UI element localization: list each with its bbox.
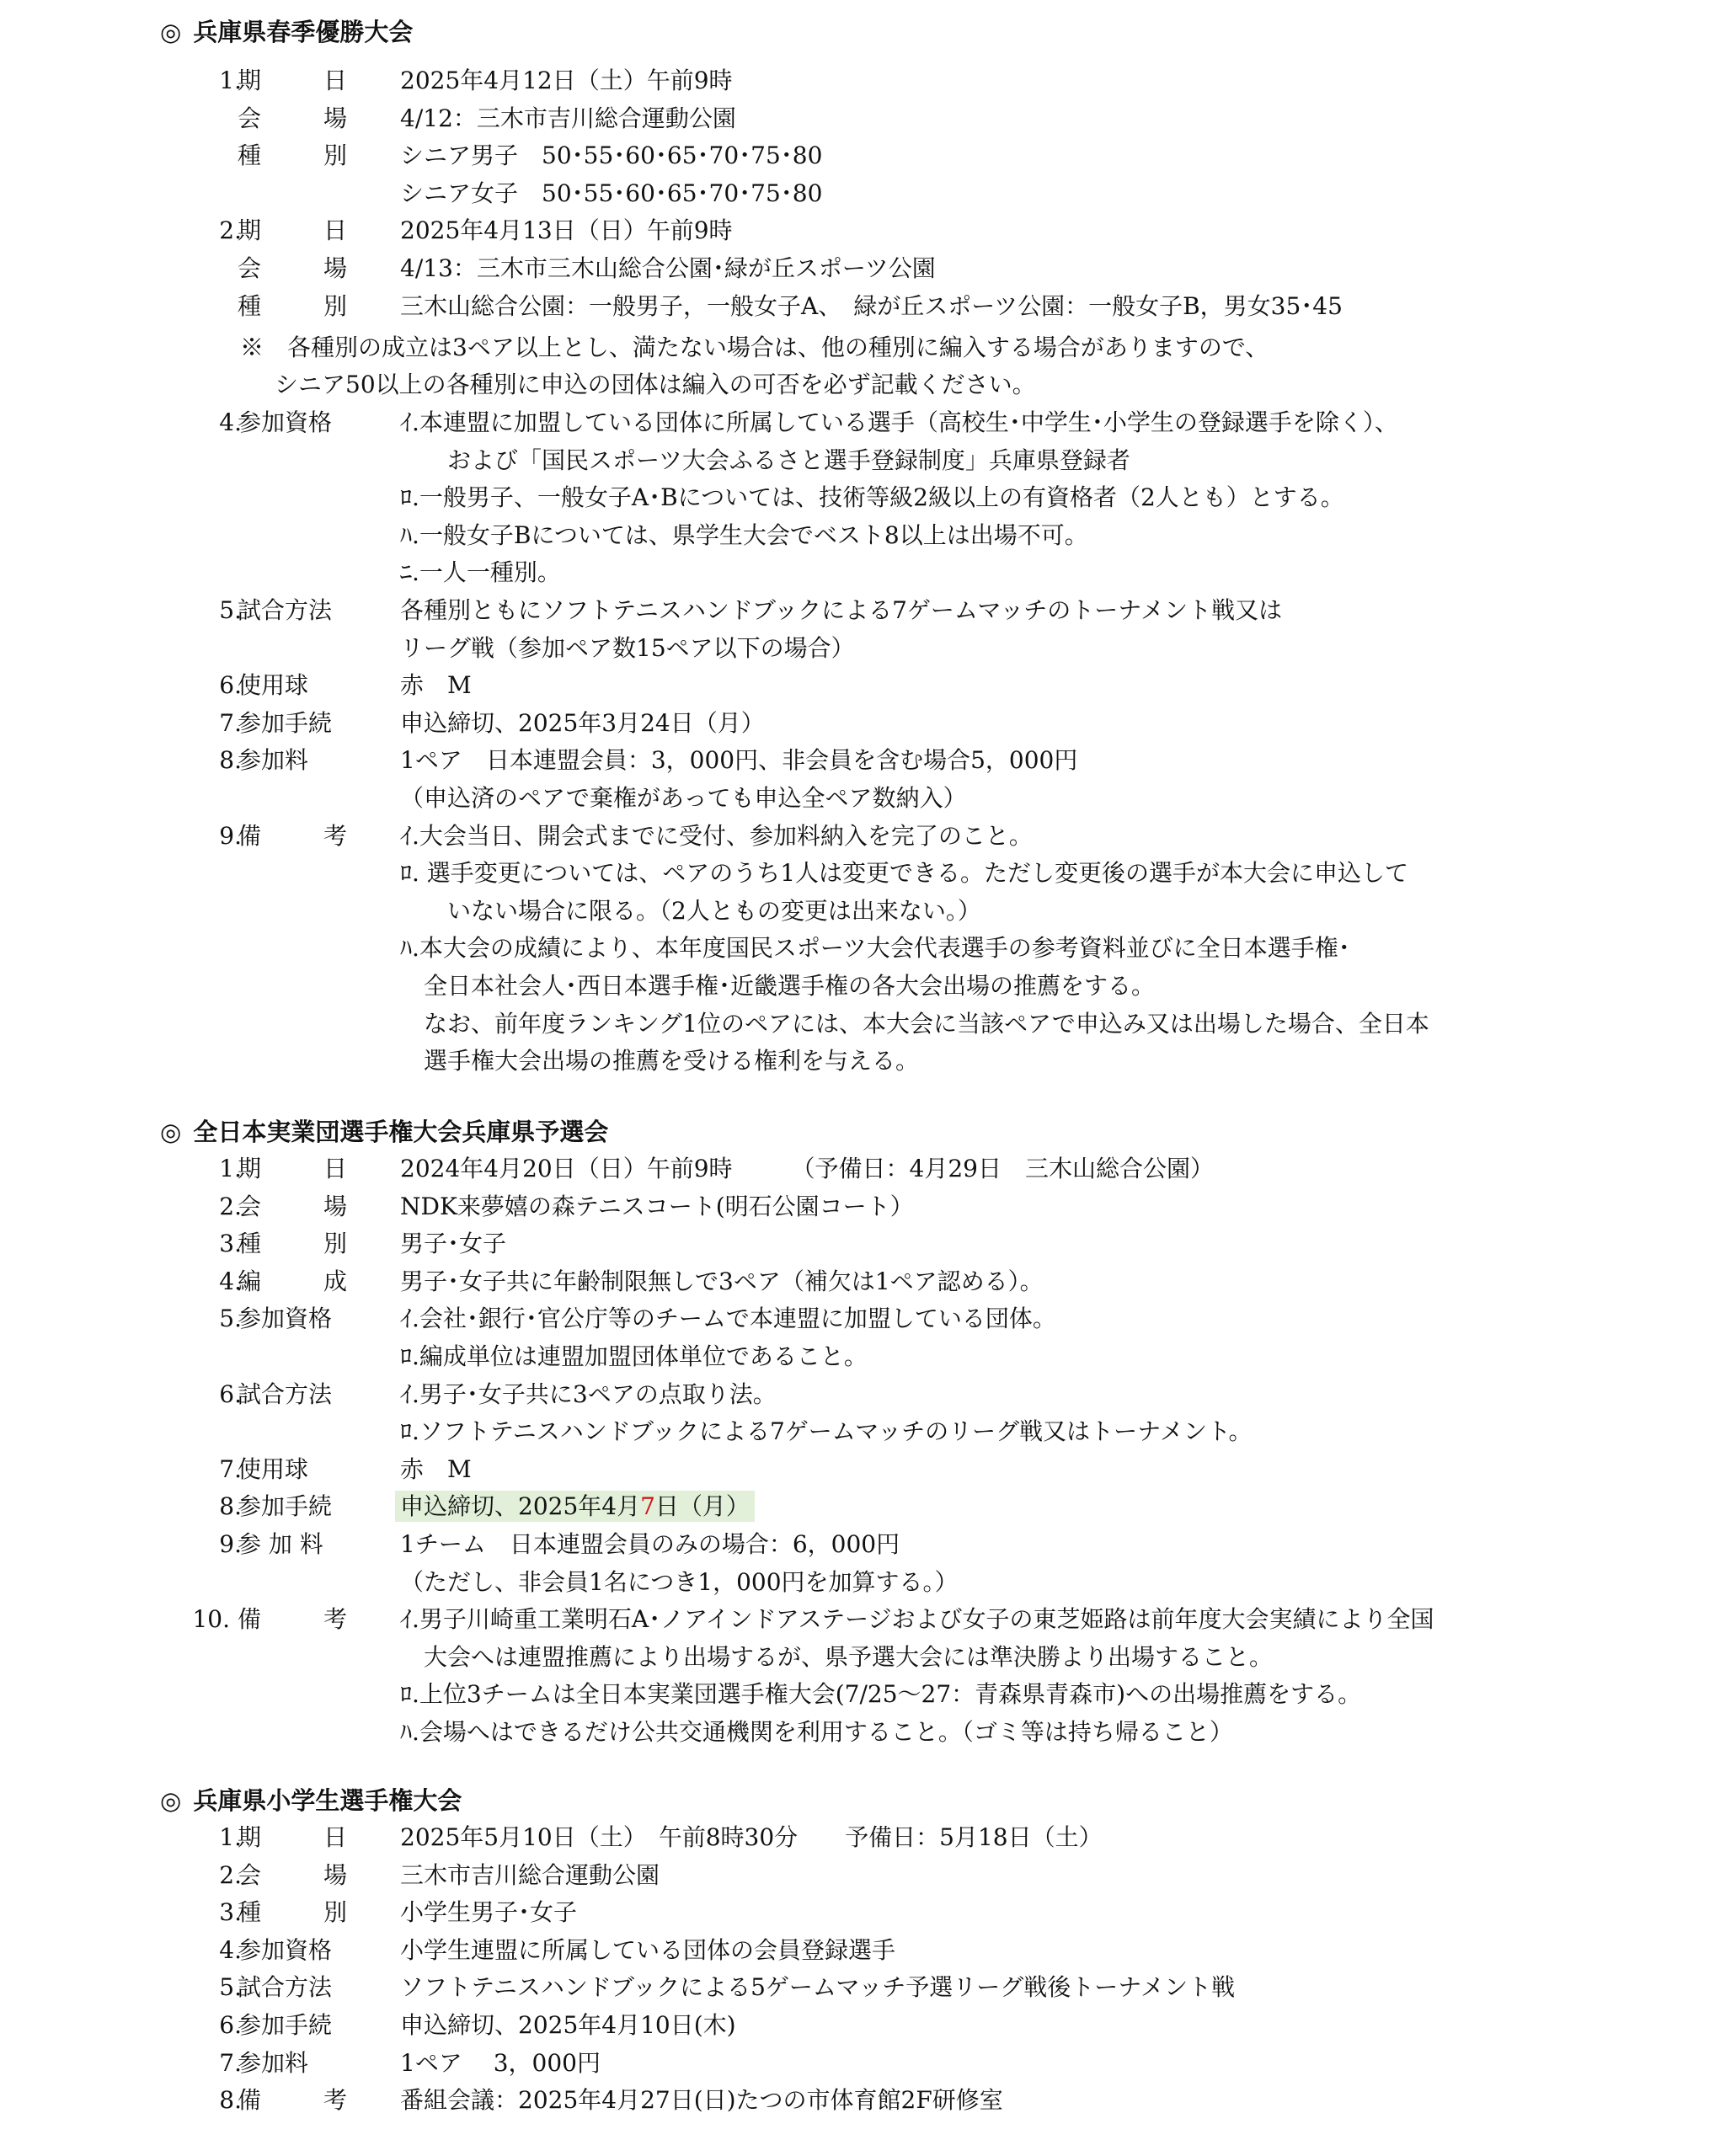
- item-label: [238, 212, 347, 249]
- label-text: 参加資格: [238, 408, 333, 436]
- item-value: 2025年5月10日（土） 午前8時30分 予備日：5月18日（土）: [400, 1823, 1103, 1851]
- item-row: [0, 1150, 1720, 1187]
- item-label: [238, 2007, 364, 2044]
- item-value: および「国民スポーツ大会ふるさと選手登録制度」兵庫県登録者: [400, 446, 1130, 474]
- title-text: 全日本実業団選手権大会兵庫県予選会: [193, 1118, 609, 1146]
- item-value: 三木市吉川総合運動公園: [400, 1860, 660, 1889]
- label-char: 種: [238, 291, 262, 320]
- item-row: [0, 137, 1720, 174]
- deadline-text: 申込締切、2025年4月: [400, 1492, 641, 1521]
- label-char: 種: [238, 141, 262, 170]
- item-label: [238, 1601, 347, 1638]
- item-value: 1ペア 日本連盟会員：3，000円、非会員を含む場合5，000円: [400, 746, 1078, 775]
- item-label: [238, 667, 364, 704]
- item-number: 10.: [192, 1605, 230, 1634]
- section-title: [160, 1782, 462, 1819]
- item-row: [0, 1526, 1720, 1563]
- item-value: NDK来夢嬉の森テニスコート(明石公園コート）: [400, 1192, 914, 1220]
- label-char: 会: [238, 254, 262, 282]
- item-row: [0, 592, 1720, 629]
- item-row: [0, 1969, 1720, 2006]
- item-label: [238, 100, 347, 137]
- item-row: [0, 1488, 1720, 1525]
- label-char: 日: [323, 216, 347, 245]
- item-label: [238, 288, 347, 325]
- label-char: 期: [238, 1823, 262, 1851]
- label-char: 編: [238, 1267, 262, 1295]
- item-value: ソフトテニスハンドブックによる5ゲームマッチ予選リーグ戦後トーナメント戦: [400, 1973, 1236, 2002]
- label-text: 参加資格: [238, 1935, 333, 1964]
- item-number: 1.: [219, 67, 242, 94]
- item-row: [0, 1564, 1720, 1601]
- label-char: 別: [323, 1230, 347, 1258]
- item-value: 男子･女子: [400, 1230, 507, 1258]
- section-title: [160, 13, 413, 51]
- item-number: 2.: [219, 216, 242, 245]
- item-number: 9.: [219, 821, 242, 850]
- item-value: 三木山総合公園：一般男子，一般女子A、 緑が丘スポーツ公園：一般女子B，男女35･45: [400, 291, 1343, 320]
- item-row: [0, 2007, 1720, 2044]
- item-value: 1ペア 3，000円: [400, 2048, 601, 2077]
- item-label: [238, 1857, 347, 1894]
- label-char: 考: [323, 821, 347, 850]
- item-value: 各種別ともにソフトテニスハンドブックによる7ゲームマッチのトーナメント戦又は: [400, 596, 1283, 624]
- item-row: [0, 705, 1720, 742]
- label-char: 場: [323, 1860, 347, 1889]
- label-text: 参 加 料: [238, 1530, 323, 1558]
- deadline-day: 7: [640, 1492, 655, 1521]
- item-value: 4/12：三木市吉川総合運動公園: [400, 104, 736, 132]
- item-label: [238, 1263, 347, 1300]
- item-number: 8.: [219, 1492, 242, 1521]
- item-value: 小学生男子･女子: [400, 1898, 578, 1927]
- item-row: [0, 404, 1720, 441]
- item-value: ｲ.会社･銀行･官公庁等のチームで本連盟に加盟している団体。: [400, 1305, 1056, 1333]
- item-row: [0, 1676, 1720, 1713]
- item-label: [238, 137, 347, 174]
- title-text: 兵庫県小学生選手権大会: [193, 1786, 462, 1815]
- item-row: [0, 517, 1720, 554]
- item-value: （申込済のペアで棄権があっても申込全ペア数納入）: [400, 784, 967, 812]
- item-row: [0, 212, 1720, 249]
- item-row: [0, 1819, 1720, 1856]
- item-value: ｲ.本連盟に加盟している団体に所属している選手（高校生･中学生･小学生の登録選手を除く）、: [400, 408, 1398, 436]
- item-value: ｲ.大会当日、開会式までに受付、参加料納入を完了のこと。: [400, 821, 1033, 850]
- item-value: 赤 M: [400, 1454, 472, 1483]
- label-char: 備: [238, 821, 262, 850]
- label-char: 場: [323, 104, 347, 132]
- note-line: シニア50以上の各種別に申込の団体は編入の可否を必ず記載ください。: [275, 371, 1036, 398]
- item-value: 全日本社会人･西日本選手権･近畿選手権の各大会出場の推薦をする。: [400, 972, 1156, 1000]
- item-row: [0, 780, 1720, 817]
- item-row: [0, 855, 1720, 892]
- label-text: 参加手続: [238, 2011, 333, 2039]
- item-label: [238, 1488, 364, 1525]
- item-value: ｲ.男子川崎重工業明石A･ノアインドアステージおよび女子の東芝姫路は前年度大会実績により全国: [400, 1605, 1434, 1634]
- item-row: [0, 1714, 1720, 1751]
- item-value: 申込締切、2025年4月10日(木): [400, 2011, 736, 2039]
- label-char: 別: [323, 141, 347, 170]
- item-row: [0, 630, 1720, 667]
- item-value: ﾛ.一般男子、一般女子A･Bについては、技術等級2級以上の有資格者（2人とも）とする。: [400, 483, 1344, 512]
- label-text: 使用球: [238, 671, 309, 700]
- item-label: [238, 818, 347, 855]
- item-number: 5.: [219, 596, 242, 624]
- item-number: 7.: [219, 1454, 242, 1483]
- item-label: [238, 705, 364, 742]
- title-mark: ◎: [160, 18, 182, 46]
- item-label: [238, 1932, 364, 1969]
- item-label: [238, 1526, 364, 1563]
- label-char: 場: [323, 254, 347, 282]
- item-row: [0, 250, 1720, 287]
- item-number: 2.: [219, 1860, 242, 1889]
- item-number: 4.: [219, 408, 242, 436]
- item-number: 5.: [219, 1305, 242, 1333]
- label-char: 成: [323, 1267, 347, 1295]
- label-char: 期: [238, 216, 262, 245]
- item-value: ﾛ. 選手変更については、ペアのうち1人は変更できる。ただし変更後の選手が本大会に申込して: [400, 859, 1409, 888]
- item-row: [0, 1263, 1720, 1300]
- item-label: [238, 1451, 364, 1488]
- highlighted-deadline: [395, 1491, 755, 1522]
- item-row: [0, 1300, 1720, 1337]
- item-number: 5.: [219, 1973, 242, 2002]
- label-text: 試合方法: [238, 596, 333, 624]
- item-value: 1チーム 日本連盟会員のみの場合：6，000円: [400, 1530, 900, 1558]
- item-label: [238, 1969, 364, 2006]
- item-row: [0, 1639, 1720, 1676]
- item-row: [0, 100, 1720, 137]
- item-row: [0, 288, 1720, 325]
- item-number: 6.: [219, 2011, 242, 2039]
- item-value: ﾊ.一般女子Bについては、県学生大会でベスト8以上は出場不可。: [400, 520, 1088, 549]
- item-label: [238, 1225, 347, 1262]
- item-value: ﾊ.会場へはできるだけ公共交通機関を利用すること。（ゴミ等は持ち帰ること）: [400, 1718, 1233, 1746]
- item-row: [0, 968, 1720, 1005]
- title-text: 兵庫県春季優勝大会: [193, 18, 414, 46]
- item-row: [0, 893, 1720, 930]
- label-char: 日: [323, 67, 347, 94]
- item-row: [0, 1932, 1720, 1969]
- item-row: [0, 1413, 1720, 1450]
- item-row: [0, 742, 1720, 779]
- item-number: 4.: [219, 1267, 242, 1295]
- label-char: 種: [238, 1898, 262, 1927]
- item-value: 選手権大会出場の推薦を受ける権利を与える。: [400, 1047, 920, 1075]
- item-value: ﾊ.本大会の成績により、本年度国民スポーツ大会代表選手の参考資料並びに全日本選手権･: [400, 934, 1350, 963]
- item-row: [0, 2082, 1720, 2119]
- item-number: 8.: [219, 746, 242, 775]
- item-number: 6.: [219, 671, 242, 700]
- item-row: [0, 1043, 1720, 1080]
- label-char: 日: [323, 1823, 347, 1851]
- label-char: 備: [238, 1605, 262, 1634]
- label-char: 日: [323, 1155, 347, 1182]
- item-value: 2025年4月13日（日）午前9時: [400, 216, 733, 245]
- label-text: 参加料: [238, 2048, 309, 2077]
- label-char: 期: [238, 67, 262, 94]
- label-char: 期: [238, 1155, 262, 1182]
- item-value: シニア男子 50･55･60･65･70･75･80: [400, 141, 823, 170]
- label-text: 参加料: [238, 746, 309, 775]
- item-row: [0, 442, 1720, 479]
- item-row: [0, 1601, 1720, 1638]
- item-number: 2.: [219, 1192, 242, 1220]
- item-label: [238, 1300, 364, 1337]
- item-value: ﾛ.上位3チームは全日本実業団選手権大会(7/25～27：青森県青森市)への出場推薦をする。: [400, 1680, 1362, 1709]
- label-text: 参加手続: [238, 708, 333, 737]
- label-text: 参加手続: [238, 1492, 333, 1521]
- title-mark: ◎: [160, 1786, 182, 1815]
- item-label: [238, 2045, 364, 2082]
- label-text: 試合方法: [238, 1973, 333, 2002]
- item-value: 2025年4月12日（土）午前9時: [400, 67, 733, 94]
- note-line: ※ 各種別の成立は3ペア以上とし、満たない場合は、他の種別に編入する場合がありますので、: [240, 334, 1269, 361]
- item-label: [238, 1376, 364, 1413]
- item-value: 2024年4月20日（日）午前9時 （予備日：4月29日 三木山総合公園）: [400, 1155, 1214, 1182]
- item-number: 3.: [219, 1230, 242, 1258]
- item-label: [238, 2082, 347, 2119]
- item-number: 7.: [219, 2048, 242, 2077]
- label-text: 使用球: [238, 1454, 309, 1483]
- item-value: ﾛ.編成単位は連盟加盟団体単位であること。: [400, 1342, 868, 1370]
- item-value: 番組会議：2025年4月27日(日)たつの市体育館2F研修室: [400, 2086, 1003, 2115]
- item-row: [0, 1376, 1720, 1413]
- item-value: ﾛ.ソフトテニスハンドブックによる7ゲームマッチのリーグ戦又はトーナメント。: [400, 1417, 1253, 1446]
- item-number: 6.: [219, 1380, 242, 1408]
- label-char: 別: [323, 291, 347, 320]
- item-value: ﾆ.一人一種別。: [400, 558, 561, 587]
- item-value: 男子･女子共に年齢制限無しで3ペア（補欠は1ペア認める）。: [400, 1267, 1044, 1295]
- item-row: [0, 1451, 1720, 1488]
- item-label: [238, 62, 347, 99]
- item-row: [0, 554, 1720, 591]
- item-value: （ただし、非会員1名につき1，000円を加算する。）: [400, 1567, 959, 1596]
- label-char: 会: [238, 1192, 262, 1220]
- label-char: 考: [323, 2086, 347, 2115]
- title-mark: ◎: [160, 1118, 182, 1146]
- item-label: [238, 1819, 347, 1856]
- item-number: 1.: [219, 1823, 242, 1851]
- item-value: 小学生連盟に所属している団体の会員登録選手: [400, 1935, 896, 1964]
- item-label: [238, 250, 347, 287]
- label-char: 会: [238, 1860, 262, 1889]
- item-label: [238, 1188, 347, 1225]
- item-label: [238, 592, 364, 629]
- item-row: [0, 1225, 1720, 1262]
- item-label: [238, 404, 364, 441]
- label-char: 場: [323, 1192, 347, 1220]
- item-value: シニア女子 50･55･60･65･70･75･80: [400, 179, 823, 207]
- item-value: ｲ.男子･女子共に3ペアの点取り法。: [400, 1380, 777, 1408]
- section-title: [160, 1113, 608, 1150]
- deadline-suffix: 日（月）: [654, 1492, 750, 1521]
- item-number: 9.: [219, 1530, 242, 1558]
- item-row: [0, 818, 1720, 855]
- label-text: 参加資格: [238, 1305, 333, 1333]
- item-label: [238, 1150, 347, 1187]
- item-row: [0, 930, 1720, 967]
- item-row: [0, 2045, 1720, 2082]
- item-row: [0, 62, 1720, 99]
- item-number: 7.: [219, 708, 242, 737]
- item-row: [0, 1894, 1720, 1931]
- item-value: 赤 M: [400, 671, 472, 700]
- item-number: 8.: [219, 2086, 242, 2115]
- label-char: 考: [323, 1605, 347, 1634]
- item-label: [238, 1894, 347, 1931]
- item-value: 申込締切、2025年3月24日（月）: [400, 708, 765, 737]
- item-row: [0, 175, 1720, 212]
- item-row: [0, 1338, 1720, 1375]
- item-row: [0, 667, 1720, 704]
- label-char: 種: [238, 1230, 262, 1258]
- item-value: 大会へは連盟推薦により出場するが、県予選大会には準決勝より出場すること。: [400, 1642, 1274, 1671]
- item-value: 4/13：三木市三木山総合公園･緑が丘スポーツ公園: [400, 254, 936, 282]
- label-char: 別: [323, 1898, 347, 1927]
- label-char: 会: [238, 104, 262, 132]
- item-number: 3.: [219, 1898, 242, 1927]
- item-value: なお、前年度ランキング1位のペアには、本大会に当該ペアで申込み又は出場した場合、全日本: [400, 1009, 1429, 1038]
- item-value: [400, 1488, 755, 1525]
- item-number: 4.: [219, 1935, 242, 1964]
- item-value: いない場合に限る。（2人ともの変更は出来ない。）: [400, 896, 981, 925]
- item-row: [0, 1188, 1720, 1225]
- label-char: 備: [238, 2086, 262, 2115]
- item-row: [0, 1006, 1720, 1043]
- item-row: [0, 479, 1720, 516]
- item-label: [238, 742, 364, 779]
- item-row: [0, 1857, 1720, 1894]
- item-value: リーグ戦（参加ペア数15ペア以下の場合）: [400, 633, 855, 662]
- label-text: 試合方法: [238, 1380, 333, 1408]
- item-number: 1.: [219, 1155, 242, 1182]
